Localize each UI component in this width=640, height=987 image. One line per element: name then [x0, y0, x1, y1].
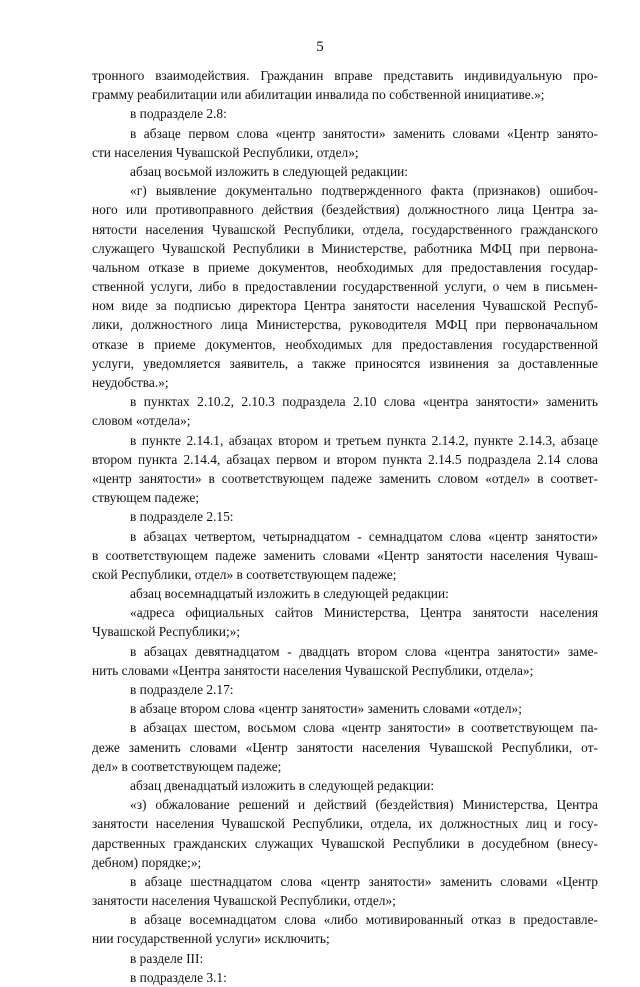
text-line: в пункте 2.14.1, абзацах втором и третьем пункта 2.14.2, пункте 2.14.3, абзаце [130, 432, 598, 448]
text-line: в абзаце втором слова «центр занятости» заменить словами «отдел»; [130, 701, 522, 717]
text-line: услуги, уведомляется заявитель, а также приносятся извинения за доставленные [92, 355, 598, 371]
text-line: в абзаце восемнадцатом слова «либо мотивированный отказ в предоставле- [130, 912, 598, 928]
text-line: дел» в соответствующем падеже; [92, 758, 282, 774]
text-line: абзац восемнадцатый изложить в следующей редакции: [130, 586, 449, 602]
text-line: словом «отдела»; [92, 413, 191, 429]
text-line: абзац двенадцатый изложить в следующей редакции: [130, 777, 435, 793]
text-line: нии государственной услуги» исключить; [92, 931, 330, 947]
text-line: чальном отказе в приеме документов, необходимых для предоставления государ- [92, 259, 598, 275]
text-line: в разделе III: [130, 950, 204, 966]
text-line: ного или противоправного действия (бездействия) должностного лица Центра за- [92, 202, 598, 218]
text-line: в подразделе 3.1: [130, 969, 227, 985]
text-line: занятости населения Чувашской Республики, отдела, их должностных лиц и госу- [92, 816, 598, 832]
text-line: грамму реабилитации или абилитации инвалида по собственной инициативе.»; [92, 87, 545, 103]
text-line: деже заменить словами «Центр занятости населения Чувашской Республики, от- [92, 739, 598, 755]
text-line: в абзаце шестнадцатом слова «центр занятости» заменить словами «Центр [130, 873, 598, 889]
text-line: дебном) порядке;»; [92, 854, 202, 870]
text-line: отказе в приеме документов, необходимых для предоставления государственной [92, 336, 598, 352]
text-line: ственной услуги, либо в предоставлении государственной услуги, о чем в письмен- [92, 279, 598, 295]
text-line: служащего Чувашской Республики в Министерстве, работника МФЦ при первона- [92, 240, 598, 256]
text-line: ствующем падеже; [92, 490, 200, 506]
text-line: лики, должностного лица Министерства, руководителя МФЦ при первоначальном [92, 317, 598, 333]
page-number: 5 [316, 39, 324, 55]
text-line: занятости населения Чувашской Республики, отдел»; [92, 893, 396, 909]
text-line: ской Республики, отдел» в соответствующем падеже; [92, 566, 397, 582]
text-line: в пунктах 2.10.2, 2.10.3 подраздела 2.10 слова «центра занятости» заменить [130, 394, 598, 410]
text-line: Чувашской Республики;»; [92, 624, 241, 640]
text-line: сти населения Чувашской Республики, отдел»; [92, 144, 359, 160]
text-line: нятости населения Чувашской Республики, отдела, государственного гражданского [92, 221, 598, 237]
text-line: ном виде за подписью директора Центра занятости населения Чувашской Респуб- [92, 298, 598, 314]
document-body [92, 66, 598, 987]
text-line: «з) обжалование решений и действий (бездействия) Министерства, Центра [130, 797, 598, 813]
text-line: абзац восьмой изложить в следующей редакции: [130, 163, 409, 179]
text-line: тронного взаимодействия. Гражданин вправе представить индивидуальную про- [92, 68, 598, 83]
text-line: «г) выявление документально подтвержденного факта (признаков) ошибоч- [130, 183, 598, 199]
text-line: дарственных гражданских служащих Чувашской Республики в досудебном (внесу- [92, 835, 598, 851]
text-line: в абзацах четвертом, четырнадцатом - семнадцатом слова «центр занятости» [130, 528, 598, 544]
text-line: втором пункта 2.14.4, абзацах первом и втором пункта 2.14.5 подраздела 2.14 слова [92, 451, 598, 467]
text-line: «центр занятости» в соответствующем падеже заменить словом «отдел» в соответ- [92, 470, 598, 486]
text-line: «адреса официальных сайтов Министерства, Центра занятости населения [130, 605, 598, 621]
text-line: нить словами «Центра занятости населения Чувашской Республики, отдела»; [92, 662, 534, 678]
text-line: в подразделе 2.17: [130, 682, 234, 697]
text-line: неудобства.»; [92, 375, 169, 390]
text-line: в абзацах девятнадцатом - двадцать втором слова «центра занятости» заме- [130, 643, 598, 659]
text-line: в абзацах шестом, восьмом слова «центр занятости» в соответствующем па- [130, 720, 598, 736]
text-line: в абзаце первом слова «центр занятости» заменить словами «Центр занято- [130, 125, 598, 141]
text-line: в соответствующем падеже заменить словами «Центр занятости населения Чуваш- [92, 547, 598, 563]
text-line: в подразделе 2.8: [130, 106, 227, 122]
text-line: в подразделе 2.15: [130, 509, 234, 525]
